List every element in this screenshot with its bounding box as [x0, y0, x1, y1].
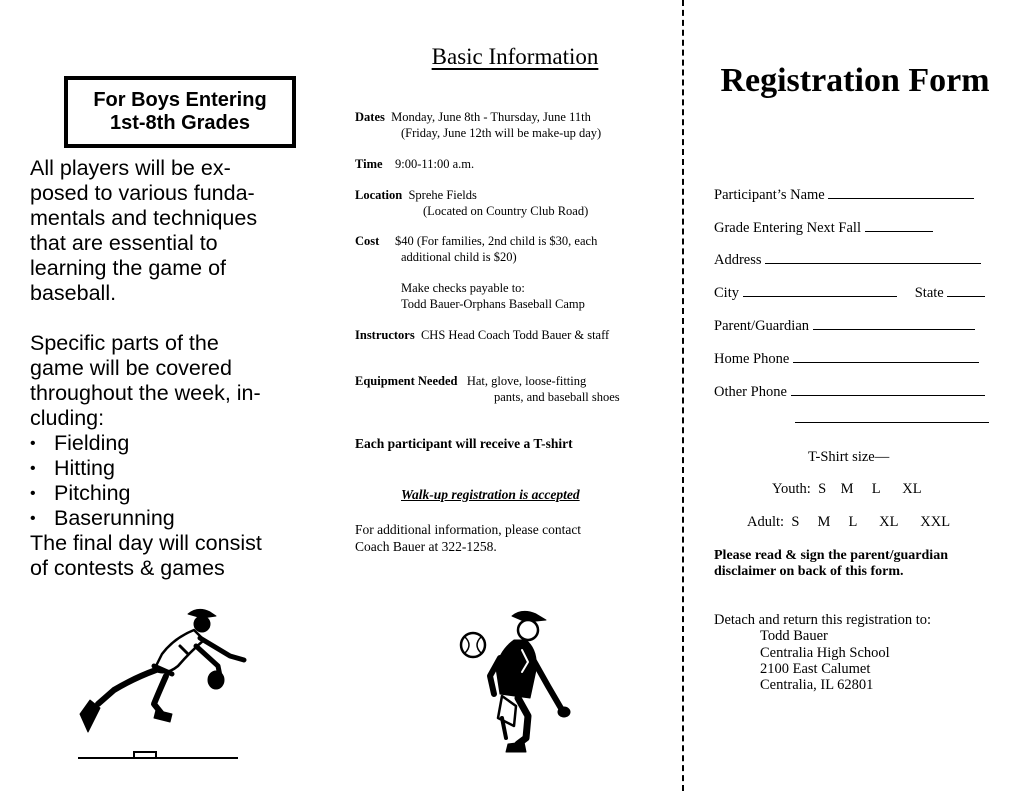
- location-label: Location: [355, 188, 403, 202]
- location-line1: Sprehe Fields: [408, 188, 477, 202]
- contact-section: [355, 521, 581, 555]
- location-section: [355, 187, 588, 219]
- grade-line[interactable]: [865, 219, 933, 232]
- return-address: [714, 612, 931, 693]
- intro-line: that are essential to: [30, 231, 218, 255]
- specific-line: game will be covered: [30, 356, 232, 380]
- grade-field: [714, 219, 933, 237]
- extra-line[interactable]: [795, 422, 989, 423]
- other-phone-label: Other Phone: [714, 384, 787, 400]
- instructors-label: Instructors: [355, 328, 415, 342]
- address-field: [714, 251, 981, 269]
- equipment-section: [355, 373, 620, 405]
- checks-section: [401, 280, 585, 312]
- basic-info-title: Basic Information: [431, 44, 599, 69]
- size-option[interactable]: XL: [902, 481, 922, 497]
- final-line: of contests & games: [30, 556, 225, 580]
- instructors-section: [355, 327, 609, 343]
- contact-line2: Coach Bauer at 322-1258.: [355, 539, 497, 554]
- equipment-line2: pants, and baseball shoes: [494, 390, 620, 404]
- grade-label: Grade Entering Next Fall: [714, 220, 861, 236]
- detach-line: Detach and return this registration to:: [714, 612, 932, 628]
- participant-name-label: Participant’s Name: [714, 187, 825, 203]
- size-option[interactable]: XL: [879, 514, 899, 530]
- list-item: • Pitching: [30, 481, 330, 506]
- size-option[interactable]: S: [791, 514, 800, 530]
- time-label: Time: [355, 157, 383, 171]
- intro-line: All players will be ex-: [30, 156, 231, 180]
- youth-label: Youth:: [772, 481, 811, 497]
- address-line: 2100 East Calumet: [760, 660, 871, 677]
- parent-field: [714, 317, 975, 335]
- time-section: [355, 156, 474, 172]
- size-option[interactable]: L: [871, 481, 881, 497]
- walkup-note: Walk-up registration is accepted: [401, 487, 580, 502]
- dates-line2: (Friday, June 12th will be make-up day): [401, 126, 602, 140]
- dates-section: [355, 109, 601, 141]
- home-phone-field: [714, 350, 979, 368]
- disclaimer-line1: Please read & sign the parent/guardian: [714, 548, 948, 563]
- location-line2: (Located on Country Club Road): [423, 204, 589, 218]
- contact-line1: For additional information, please contact: [355, 522, 582, 537]
- intro-line: posed to various funda-: [30, 181, 255, 205]
- disclaimer-note: [714, 548, 948, 580]
- address-line: Todd Bauer: [760, 628, 828, 645]
- cost-section: [355, 233, 597, 265]
- state-line[interactable]: [947, 284, 985, 297]
- grades-title-line1: For Boys Entering: [93, 89, 267, 111]
- tshirt-size-label: T-Shirt size—: [808, 449, 890, 465]
- size-option[interactable]: L: [848, 514, 858, 530]
- home-phone-label: Home Phone: [714, 351, 790, 367]
- dates-label: Dates: [355, 110, 385, 124]
- intro-line: baseball.: [30, 281, 117, 305]
- disclaimer-line2: disclaimer on back of this form.: [714, 564, 904, 579]
- size-option[interactable]: XXL: [920, 514, 951, 530]
- final-line: The final day will consist: [30, 531, 262, 555]
- participant-name-line[interactable]: [828, 186, 974, 199]
- camp-description: [30, 156, 330, 581]
- other-phone-field: [714, 383, 985, 401]
- parent-line[interactable]: [813, 317, 975, 330]
- skills-list: [30, 431, 330, 531]
- youth-sizes: [772, 481, 922, 498]
- checks-line2: Todd Bauer-Orphans Baseball Camp: [401, 297, 585, 311]
- city-state-field: [714, 284, 985, 302]
- pitcher-illustration: [456, 606, 576, 758]
- size-option[interactable]: M: [840, 481, 854, 497]
- size-option[interactable]: S: [818, 481, 827, 497]
- adult-sizes: [747, 514, 950, 531]
- participant-name-field: [714, 186, 974, 204]
- specific-line: cluding:: [30, 406, 105, 430]
- city-line[interactable]: [743, 284, 897, 297]
- equipment-label: Equipment Needed: [355, 374, 458, 388]
- instructors-value: CHS Head Coach Todd Bauer & staff: [420, 328, 610, 342]
- equipment-line1: Hat, glove, loose-fitting: [466, 374, 587, 388]
- specific-line: Specific parts of the: [30, 331, 219, 355]
- state-label: State: [914, 285, 944, 301]
- specific-line: throughout the week, in-: [30, 381, 261, 405]
- diving-fielder-illustration: [70, 604, 250, 764]
- parent-label: Parent/Guardian: [714, 318, 810, 334]
- city-label: City: [714, 285, 739, 301]
- list-item: • Hitting: [30, 456, 330, 481]
- registration-title: Registration Form: [720, 62, 990, 99]
- time-value: 9:00-11:00 a.m.: [395, 157, 475, 171]
- address-line[interactable]: [765, 251, 981, 264]
- cost-label: Cost: [355, 234, 380, 248]
- list-item: • Fielding: [30, 431, 330, 456]
- address-line: Centralia, IL 62801: [760, 677, 874, 694]
- cost-line1: $40 (For families, 2nd child is $30, each: [394, 234, 598, 248]
- home-phone-line[interactable]: [793, 350, 979, 363]
- size-option[interactable]: M: [817, 514, 831, 530]
- tear-line: [682, 0, 684, 791]
- dates-line1: Monday, June 8th - Thursday, June 11th: [391, 110, 591, 124]
- adult-label: Adult:: [747, 514, 785, 530]
- list-item: • Baserunning: [30, 506, 330, 531]
- grades-title-line2: 1st-8th Grades: [109, 112, 251, 134]
- cost-line2: additional child is $20): [401, 250, 517, 264]
- address-label: Address: [714, 252, 762, 268]
- intro-line: learning the game of: [30, 256, 227, 280]
- tshirt-note: Each participant will receive a T-shirt: [355, 436, 573, 451]
- grades-title-box: [64, 76, 296, 148]
- address-line: Centralia High School: [760, 644, 890, 661]
- intro-line: mentals and techniques: [30, 206, 258, 230]
- checks-line1: Make checks payable to:: [401, 281, 525, 295]
- other-phone-line[interactable]: [791, 383, 985, 396]
